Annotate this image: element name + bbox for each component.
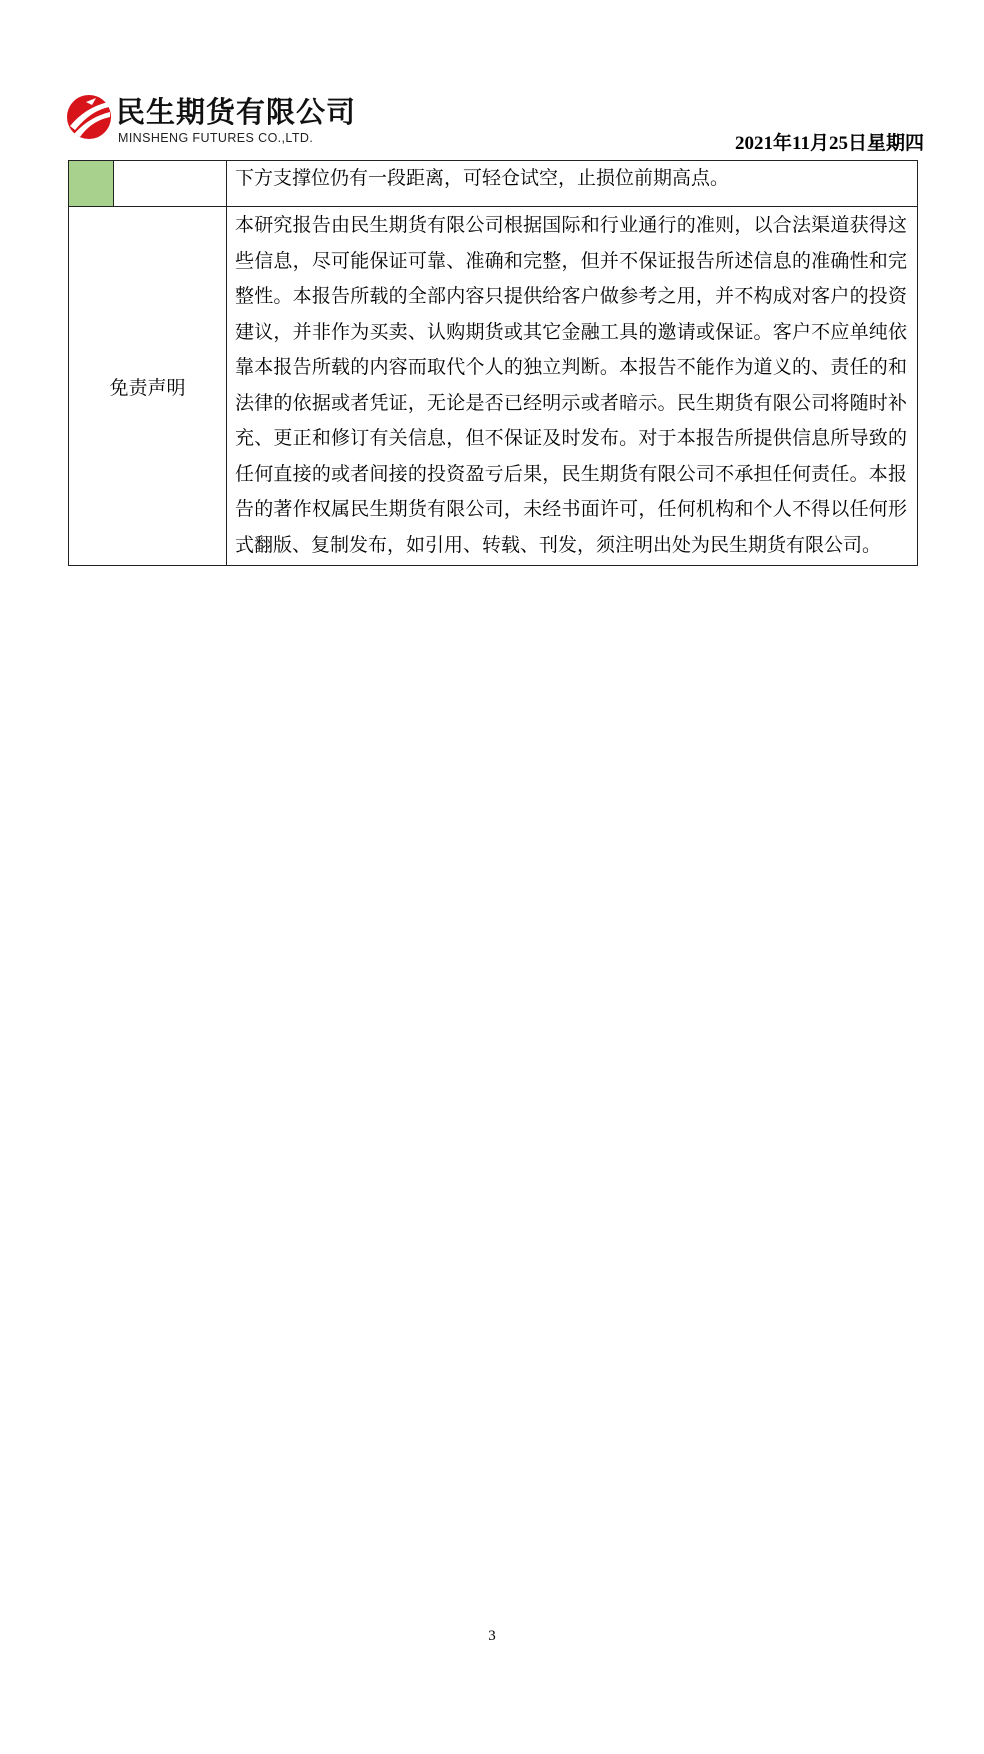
green-indicator-cell <box>69 161 114 207</box>
disclaimer-label: 免责声明 <box>69 207 227 566</box>
table-row-continuation <box>69 161 918 207</box>
page-number: 3 <box>488 1628 496 1644</box>
report-table <box>68 160 918 566</box>
minsheng-logo-icon <box>66 92 112 142</box>
company-name-en: MINSHENG FUTURES CO.,LTD. <box>118 131 314 145</box>
table-row-disclaimer <box>69 207 918 566</box>
empty-cell <box>114 161 227 207</box>
continuation-text: 下方支撑位仍有一段距离，可轻仓试空，止损位前期高点。 <box>227 161 918 207</box>
company-name-cn: 民生期货有限公司 <box>116 95 357 129</box>
page-header <box>66 88 924 152</box>
report-date: 2021年11月25日星期四 <box>735 133 924 154</box>
disclaimer-text: 本研究报告由民生期货有限公司根据国际和行业通行的准则，以合法渠道获得这些信息，尽可能保证可靠、准确和完整，但并不保证报告所述信息的准确性和完整性。本报告所载的全部内容只提供给客户做参考之用，并不构成对客户的投资建议，并非作为买卖、认购期货或其它金融工具的邀请或保证。客户不应单纯依靠本报告所载的内容而取代个人的独立判断。本报告不能作为道义的、责任的和法律的依据或者凭证，无论是否已经明示或者暗示。民生期货有限公司将随时补充、更正和修订有关信息，但不保证及时发布。对于本报告所提供信息所导致的任何直接的或者间接的投资盈亏后果，民生期货有限公司不承担任何责任。本报告的著作权属民生期货有限公司，未经书面许可，任何机构和个人不得以任何形式翻版、复制发布，如引用、转载、刊发，须注明出处为民生期货有限公司。 <box>227 207 918 566</box>
